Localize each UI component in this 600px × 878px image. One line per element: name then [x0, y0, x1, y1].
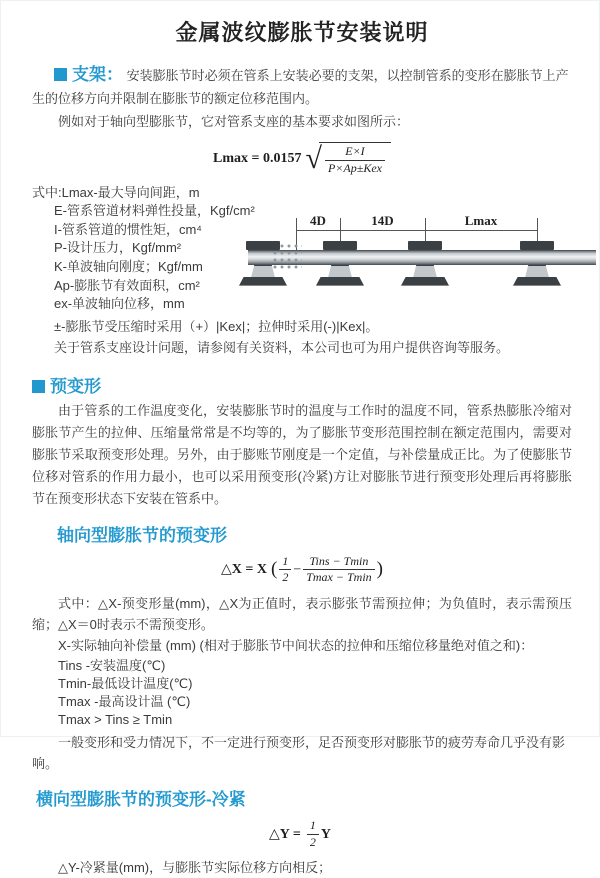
pipe-support [316, 241, 364, 287]
support-clamp [520, 241, 554, 250]
lmax-fraction [325, 145, 385, 176]
service-note: 关于管系支座设计问题，请参阅有关资料，本公司也可为用户提供咨询等服务。 [54, 339, 510, 355]
minus-sign: − [293, 562, 302, 578]
definition-line: Ap-膨胀节有效面积，cm² [54, 277, 200, 293]
pipe-support-diagram [248, 212, 596, 294]
radical-sign: √ [305, 141, 322, 175]
dimension-line [296, 230, 537, 231]
dy-numerator: 1 [307, 819, 319, 835]
definition-line: I-管系管道的惯性矩，cm⁴ [54, 221, 202, 237]
section-heading-support: 支架： [72, 65, 123, 84]
half-denominator: 2 [282, 570, 289, 585]
support-clamp [408, 241, 442, 250]
pipe-support [401, 241, 449, 287]
formula-delta-y [32, 819, 572, 850]
dy-fraction [307, 819, 319, 850]
temp-numerator: Tins − Tmin [303, 555, 374, 571]
support-intro-text: 安装膨胀节时必须在管系上安装必要的支架，以控制管系的变形在膨胀节上产生的位移方向并限制在膨胀节的额定位移范围内。 [32, 68, 569, 106]
support-example-line: 例如对于轴向型膨胀节，它对管系支座的基本要求如图所示： [58, 114, 410, 129]
section-bullet-icon [32, 380, 45, 393]
lmax-fraction-numerator: E×I [325, 145, 385, 161]
support-base [239, 277, 287, 286]
plus-minus-note: ±-膨胀节受压缩时采用（+）|Kex|；拉伸时采用(-)|Kex|。 [54, 318, 379, 334]
lmax-fraction-denominator: P×Ap±Kex [327, 160, 382, 175]
formula-dx-lhs: △X = X [221, 562, 267, 578]
section-bullet-icon [54, 68, 67, 81]
support-neck [525, 265, 549, 278]
definition-line: 式中:Lmax-最大导向间距，m [32, 184, 200, 200]
support-neck [413, 265, 437, 278]
support-base [513, 277, 561, 286]
axial-remark: 一般变形和受力情况下，不一定进行预变形，足否预变形对膨胀节的疲劳寿命几乎没有影响。 [32, 735, 566, 772]
axial-note: 式中：△X-预变形量(mm)，△X为正值时，表示膨张节需预拉伸；为负值时，表示需预压缩；△X＝0时表示不需预变形。 [32, 596, 572, 633]
support-intro-paragraph [32, 63, 572, 110]
open-paren: ( [270, 558, 278, 580]
predeform-paragraph: 由于管系的工作温度变化，安装膨胀节时的温度与工作时的温度不同，管系热膨胀冷缩对膨胀节产生的拉伸、压缩量常常是不均等的，为了膨胀节变形范围控制在额定范围内，需要对膨胀节采取预变形处理。另外，由于膨账节刚度是一个定值，与补偿量成正比。为了使膨胀节位移对管系的作用力最小，也可以采用预变形(冷紧)方让对膨胀节进行预变形处理后再将膨胀节在预变形状态下安装在管系中。 [32, 402, 572, 506]
radicand [319, 142, 391, 176]
temp-fraction [303, 555, 374, 586]
formula-lmax [32, 142, 572, 176]
formula-delta-x [32, 555, 572, 586]
definition-line: ex-单波轴向位移，mm [54, 296, 185, 312]
page-title: 金属波纹膨胀节安装说明 [175, 20, 429, 45]
temp-line: Tins -安装温度(℃) [58, 658, 166, 674]
x-definition: X-实际轴向补偿量 (mm) (相对于膨胀节中间状态的拉伸和压缩位移量绝对值之和)： [58, 638, 534, 654]
transverse-note: △Y-冷紧量(mm)，与膨胀节实际位移方向相反； [58, 859, 332, 875]
temp-line: Tmax -最高设计温 (℃) [58, 694, 191, 710]
support-clamp [323, 241, 357, 250]
predeform-section-line [32, 372, 572, 397]
formula-lmax-lhs: Lmax = 0.0157 [213, 151, 302, 167]
definition-line: E-管系管道材料弹性投量，Kgf/cm² [54, 203, 255, 219]
definitions-and-diagram [32, 184, 572, 316]
temp-line: Tmin-最低设计温度(℃) [58, 676, 193, 692]
pipe-support [239, 241, 287, 287]
temp-line: Tmax > Tins ≥ Tmin [58, 712, 173, 728]
transverse-subsection-title: 横向型膨胀节的预变形-冷紧 [36, 790, 246, 810]
temp-denominator: Tmax − Tmin [306, 570, 372, 585]
dim-label-14d: 14D [371, 212, 394, 228]
dim-label-lmax: Lmax [464, 212, 498, 228]
support-clamp [246, 241, 280, 250]
close-paren: ) [376, 558, 383, 580]
support-base [401, 277, 449, 286]
dy-denominator: 2 [309, 834, 316, 849]
formula-dy-rhs: Y [320, 826, 331, 842]
definition-line: K-单波轴向刚度；Kgf/mm [54, 258, 203, 274]
half-numerator: 1 [279, 555, 291, 571]
dim-label-4d: 4D [310, 212, 326, 228]
section-heading-predeform: 预变形 [50, 376, 101, 396]
definition-line: P-设计压力，Kgf/mm² [54, 240, 182, 256]
support-neck [251, 265, 275, 278]
axial-subsection-title: 轴向型膨胀节的预变形 [57, 525, 227, 545]
formula-dy-lhs: △Y = [269, 826, 301, 842]
support-neck [328, 265, 352, 278]
support-base [316, 277, 364, 286]
half-fraction [279, 555, 291, 586]
pipe-support [513, 241, 561, 287]
